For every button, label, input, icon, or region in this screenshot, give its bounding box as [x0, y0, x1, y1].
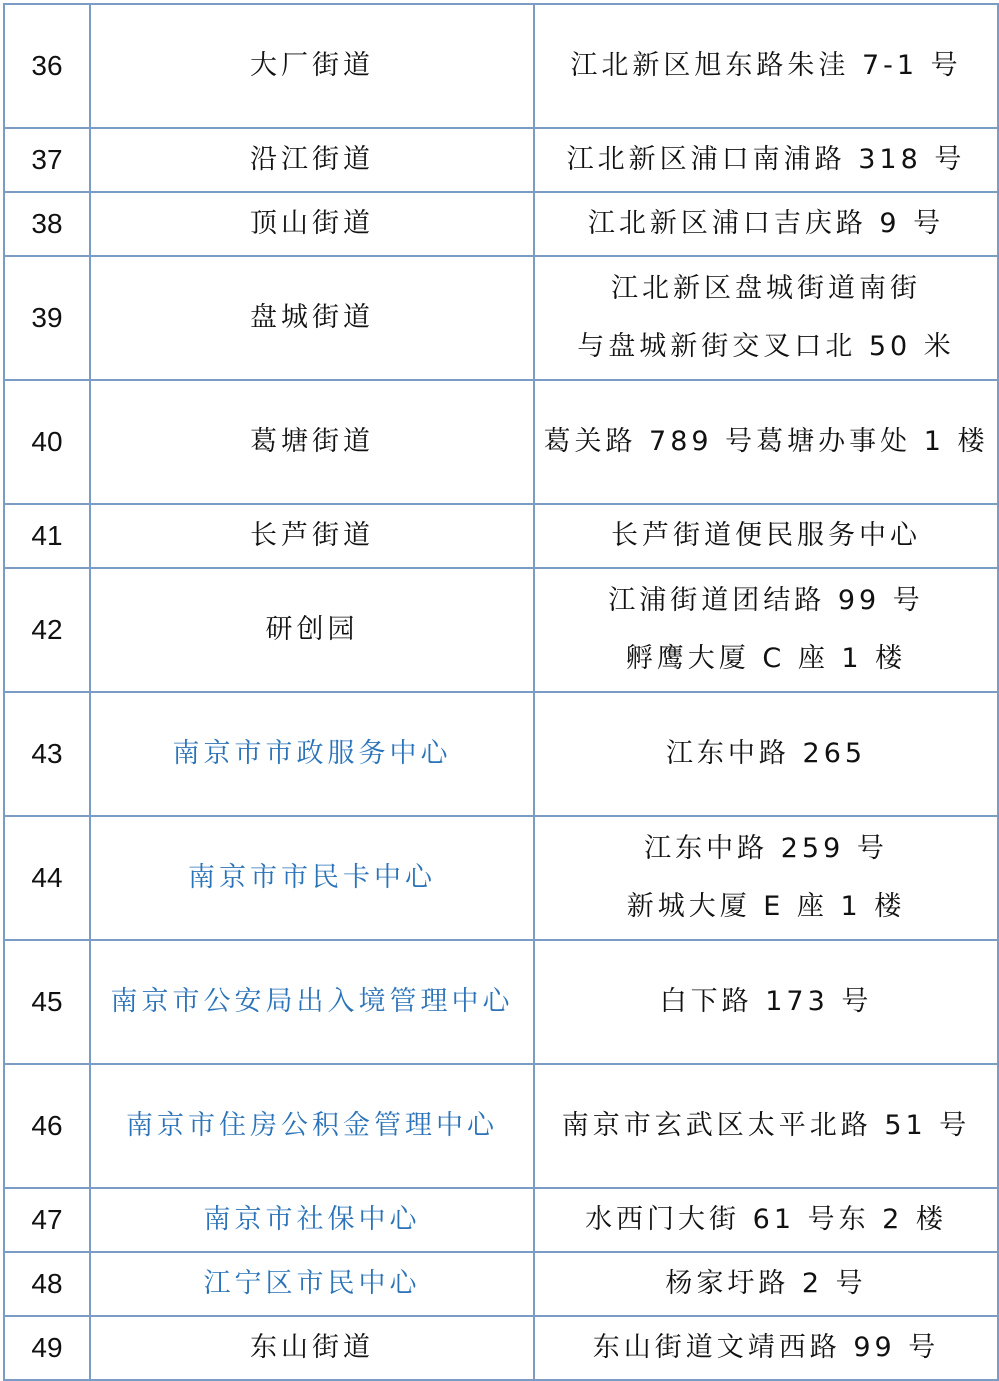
location-name: 南京市公安局出入境管理中心	[90, 940, 534, 1064]
location-name: 沿江街道	[90, 128, 534, 192]
address-line: 葛关路 789 号葛塘办事处 1 楼	[543, 426, 989, 457]
address-line: 长芦街道便民服务中心	[611, 520, 921, 551]
location-name: 南京市住房公积金管理中心	[90, 1064, 534, 1188]
location-address	[534, 1252, 998, 1316]
table-row	[4, 1188, 998, 1252]
row-number: 43	[4, 692, 90, 816]
table-row	[4, 4, 998, 128]
location-address	[534, 256, 998, 380]
row-number: 39	[4, 256, 90, 380]
address-line: 南京市玄武区太平北路 51 号	[561, 1110, 971, 1141]
row-number: 46	[4, 1064, 90, 1188]
address-line: 江北新区浦口吉庆路 9 号	[587, 208, 945, 239]
address-line: 白下路 173 号	[659, 986, 873, 1017]
table-row	[4, 1316, 998, 1380]
row-number: 45	[4, 940, 90, 1064]
table-row	[4, 192, 998, 256]
location-address	[534, 568, 998, 692]
address-line: 杨家圩路 2 号	[665, 1268, 867, 1299]
row-number: 37	[4, 128, 90, 192]
location-name: 长芦街道	[90, 504, 534, 568]
location-name: 研创园	[90, 568, 534, 692]
row-number: 38	[4, 192, 90, 256]
location-address	[534, 504, 998, 568]
table-row	[4, 816, 998, 940]
location-name: 南京市社保中心	[90, 1188, 534, 1252]
table-body	[4, 4, 998, 1380]
service-location-table	[3, 3, 999, 1381]
row-number: 49	[4, 1316, 90, 1380]
address-line: 东山街道文靖西路 99 号	[592, 1332, 940, 1363]
address-line: 新城大厦 E 座 1 楼	[626, 891, 906, 922]
location-address	[534, 1316, 998, 1380]
location-name: 东山街道	[90, 1316, 534, 1380]
address-line: 江北新区浦口南浦路 318 号	[566, 144, 966, 175]
location-name: 江宁区市民中心	[90, 1252, 534, 1316]
address-line: 江北新区旭东路朱洼 7-1 号	[570, 50, 962, 81]
table-row	[4, 1064, 998, 1188]
address-line: 孵鹰大厦 C 座 1 楼	[625, 643, 907, 674]
address-line: 江浦街道团结路 99 号	[608, 585, 924, 616]
row-number: 36	[4, 4, 90, 128]
location-address	[534, 692, 998, 816]
location-address	[534, 1064, 998, 1188]
row-number: 47	[4, 1188, 90, 1252]
table-row	[4, 380, 998, 504]
location-name: 盘城街道	[90, 256, 534, 380]
location-name: 大厂街道	[90, 4, 534, 128]
location-address	[534, 192, 998, 256]
address-line: 与盘城新街交叉口北 50 米	[577, 331, 955, 362]
location-name: 南京市市政服务中心	[90, 692, 534, 816]
table-row	[4, 568, 998, 692]
location-address	[534, 816, 998, 940]
location-name: 南京市市民卡中心	[90, 816, 534, 940]
table-row	[4, 1252, 998, 1316]
address-line: 江东中路 265	[665, 738, 867, 769]
location-address	[534, 1188, 998, 1252]
address-line: 江北新区盘城街道南街	[611, 273, 921, 304]
table-row	[4, 504, 998, 568]
row-number: 41	[4, 504, 90, 568]
location-address	[534, 4, 998, 128]
location-address	[534, 128, 998, 192]
location-name: 顶山街道	[90, 192, 534, 256]
table-row	[4, 692, 998, 816]
row-number: 48	[4, 1252, 90, 1316]
service-location-table-wrap	[0, 3, 999, 1377]
address-line: 水西门大街 61 号东 2 楼	[585, 1204, 947, 1235]
table-row	[4, 256, 998, 380]
row-number: 42	[4, 568, 90, 692]
location-address	[534, 380, 998, 504]
location-address	[534, 940, 998, 1064]
table-row	[4, 940, 998, 1064]
row-number: 40	[4, 380, 90, 504]
address-line: 江东中路 259 号	[644, 833, 888, 864]
table-row	[4, 128, 998, 192]
row-number: 44	[4, 816, 90, 940]
location-name: 葛塘街道	[90, 380, 534, 504]
